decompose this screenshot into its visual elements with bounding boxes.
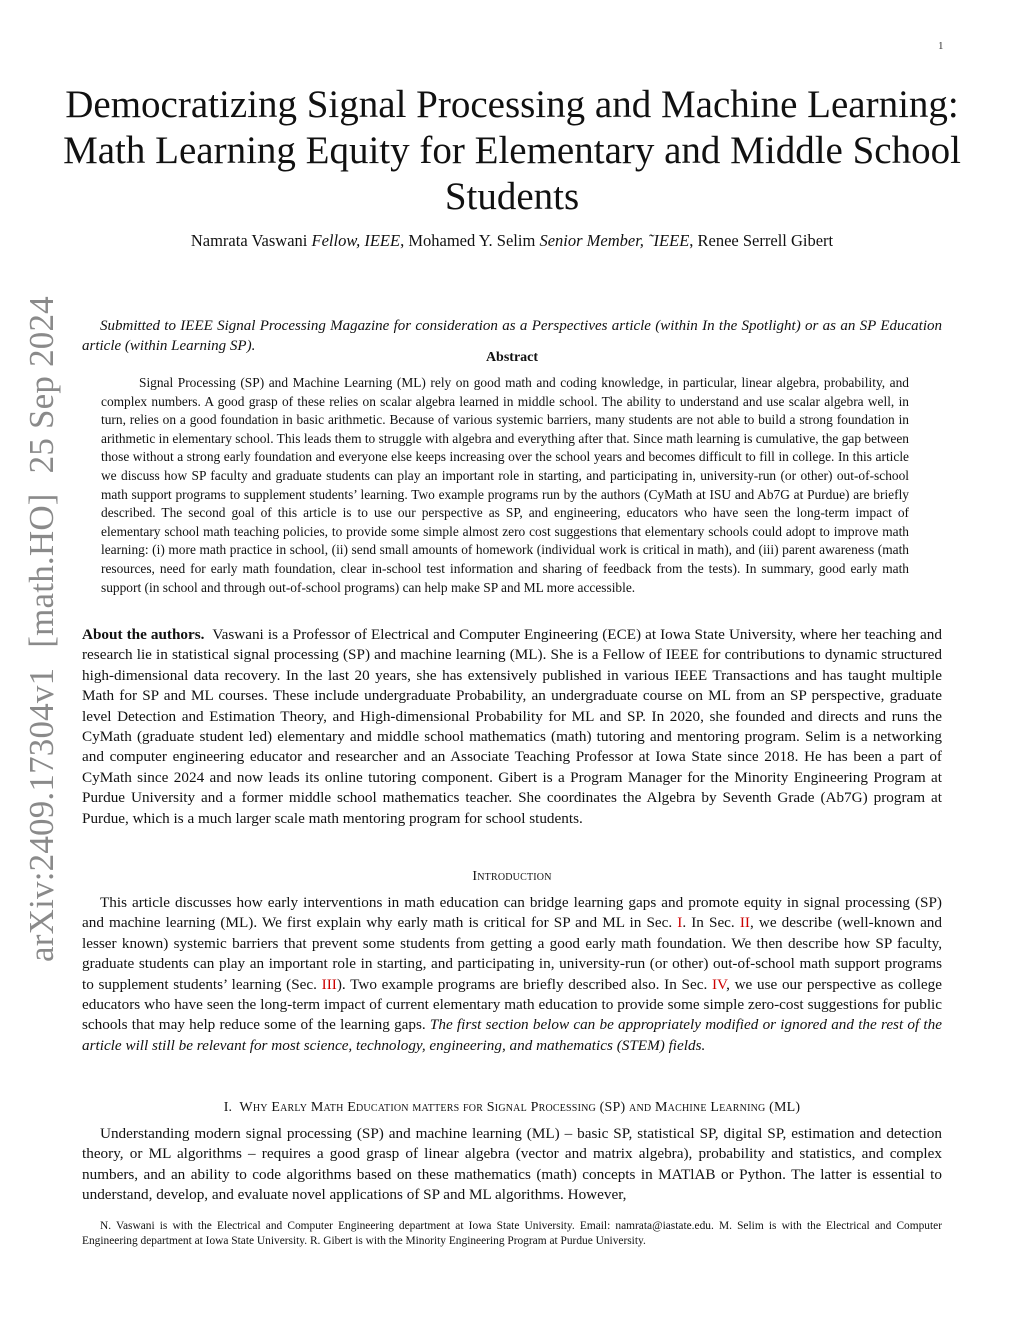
intro-text: ). Two example programs are briefly described also. In Sec.	[336, 975, 712, 993]
author-affiliation: Fellow, IEEE	[311, 231, 401, 250]
author-affiliation-footnote: N. Vaswani is with the Electrical and Computer Engineering department at Iowa State University. Email: namrata@iastate.edu. M. Selim is with the Electrical and Computer Engineering department at Iowa State University. R. Gibert is with the Minority Engineering Program at Purdue University.	[82, 1220, 942, 1247]
author-name: Namrata Vaswani	[190, 231, 308, 250]
section-reference-link[interactable]: II	[739, 914, 750, 932]
about-authors-label: About the authors.	[82, 626, 205, 643]
intro-text: , we describe (well-known and lesser known) systemic barriers that prevent some students from getting a good early math foundation. We then describe how SP faculty, graduate students can play an important role in starting, and participating in, university-run (or other) out-of-school math support programs to supplement students’ learning (Sec.	[82, 914, 942, 993]
intro-text: , we use our perspective as college educators who have seen the long-term impact of current elementary math education to provide some simple zero-cost suggestions for public schools that may help reduce some of the learning gaps.	[82, 975, 943, 1034]
section-1-heading	[60, 1100, 964, 1116]
intro-italic-note: The first section below can be appropriately modified or ignored and the rest of the article will still be relevant for most science, technology, engineering, and mathematics (STEM) fields.	[82, 1016, 942, 1054]
about-authors-paragraph	[82, 625, 942, 829]
arxiv-category: [math.HO]	[22, 493, 61, 648]
author-name: Mohamed Y. Selim	[408, 231, 536, 250]
author-name: Renee Serrell Gibert	[697, 231, 834, 250]
arxiv-date: 25 Sep 2024	[22, 296, 61, 474]
intro-text: . In Sec.	[682, 914, 740, 932]
abstract-text: Signal Processing (SP) and Machine Learning (ML) rely on good math and coding knowledge, in particular, linear algebra, probability, and complex numbers. A good grasp of these relies on scalar algebra learned in middle school. The ability to understand and use scalar algebra well, in turn, relies on a good foundation in basic arithmetic. Because of various systemic barriers, many students are not able to build a strong foundation in arithmetic in elementary school. This leads them to struggle with algebra and everything after that. Since math learning is cumulative, the gap between those without a strong early foundation and everyone else keeps increasing over the school years and becomes difficult to fill in college. In this article we discuss how SP faculty and graduate students can play an important role in starting, and participating in, university-run (or other) out-of-school math support programs to supplement students’ learning. Two example programs run by the authors (CyMath at ISU and Ab7G at Purdue) are briefly described. The second goal of this article is to use our perspective as SP, and engineering, educators who have seen the long-term impact of elementary school math teaching policies, to provide some simple almost zero cost suggestions that elementary schools could adopt to improve math learning: (i) more math practice in school, (ii) send small amounts of homework (individual work is critical in math), and (iii) parent awareness (math resources, need for early math foundation, clear in-school test information and sharing of feedback from the tests). In summary, good early math support (in school and through out-of-school programs) can help make SP and ML more accessible.	[101, 375, 909, 595]
abstract-heading: Abstract	[485, 350, 539, 365]
submission-note: Submitted to IEEE Signal Processing Magazine for consideration as a Perspectives article (within In the Spotlight) or as an SP Education article (within Learning SP).	[82, 318, 942, 354]
about-authors-text: Vaswani is a Professor of Electrical and Computer Engineering (ECE) at Iowa State University, where her teaching and research lie in statistical signal processing (SP) and machine learning (ML). She is a Fellow of IEEE for contributions to dynamic structured high-dimensional data recovery. In the last 20 years, she has extensively published in various IEEE Transactions and has taught multiple Math for SP and ML courses. These include undergraduate Probability, an undergraduate course on ML from an SP perspective, graduate level Detection and Estimation Theory, and High-dimensional Probability for ML and SP. In 2020, she founded and directs and runs the CyMath (graduate student led) elementary and middle school mathematics (math) tutoring and mentoring program. Selim is a networking and computer engineering educator and researcher and an Associate Teaching Professor at Iowa State since 2018. He has been a part of CyMath since 2024 and now leads its online tutoring component. Gibert is a Program Manager for the Minority Engineering Program at Purdue University and a former middle school mathematics teacher. She coordinates the Algebra by Seventh Grade (Ab7G) program at Purdue, which is a much larger scale math mentoring program for school students.	[82, 626, 942, 827]
section-number: I.	[223, 1100, 233, 1115]
author-list: Namrata Vaswani Fellow, IEEE, Mohamed Y. Selim Senior Member, ˜IEEE, Renee Serrell Gibert	[190, 231, 834, 250]
section-reference-link[interactable]: I	[677, 914, 683, 932]
section-title: Why Early Math Education matters for Signal Processing (SP) and Machine Learning (ML)	[239, 1100, 801, 1115]
arxiv-id: arXiv:2409.17304v1	[22, 667, 61, 962]
page-number: 1	[938, 40, 944, 52]
arxiv-identifier-stamp	[22, 276, 62, 962]
introduction-heading: Introduction	[472, 869, 552, 884]
section-reference-link[interactable]: IV	[712, 975, 727, 993]
intro-text: This article discusses how early interventions in math education can bridge learning gaps and promote equity in signal processing (SP) and machine learning (ML). We first explain why early math is critical for SP and ML in Sec.	[82, 894, 942, 932]
introduction-paragraph	[82, 893, 942, 1056]
paper-title: Democratizing Signal Processing and Machine Learning: Math Learning Equity for Elementary and Middle School Students	[63, 83, 961, 218]
section-reference-link[interactable]: III	[321, 975, 337, 993]
section-1-paragraph: Understanding modern signal processing (SP) and machine learning (ML) – basic SP, statistical SP, digital SP, estimation and detection theory, or ML algorithms – requires a good grasp of linear algebra (vector and matrix algebra), probability and statistics, and complex numbers, and an ability to code algorithms based on these mathematics (math) concepts in MATlAB or Python. The latter is essential to understand, develop, and evaluate novel applications of SP and ML algorithms. However,	[82, 1125, 942, 1204]
author-affiliation: Senior Member, ˜IEEE	[539, 231, 690, 250]
